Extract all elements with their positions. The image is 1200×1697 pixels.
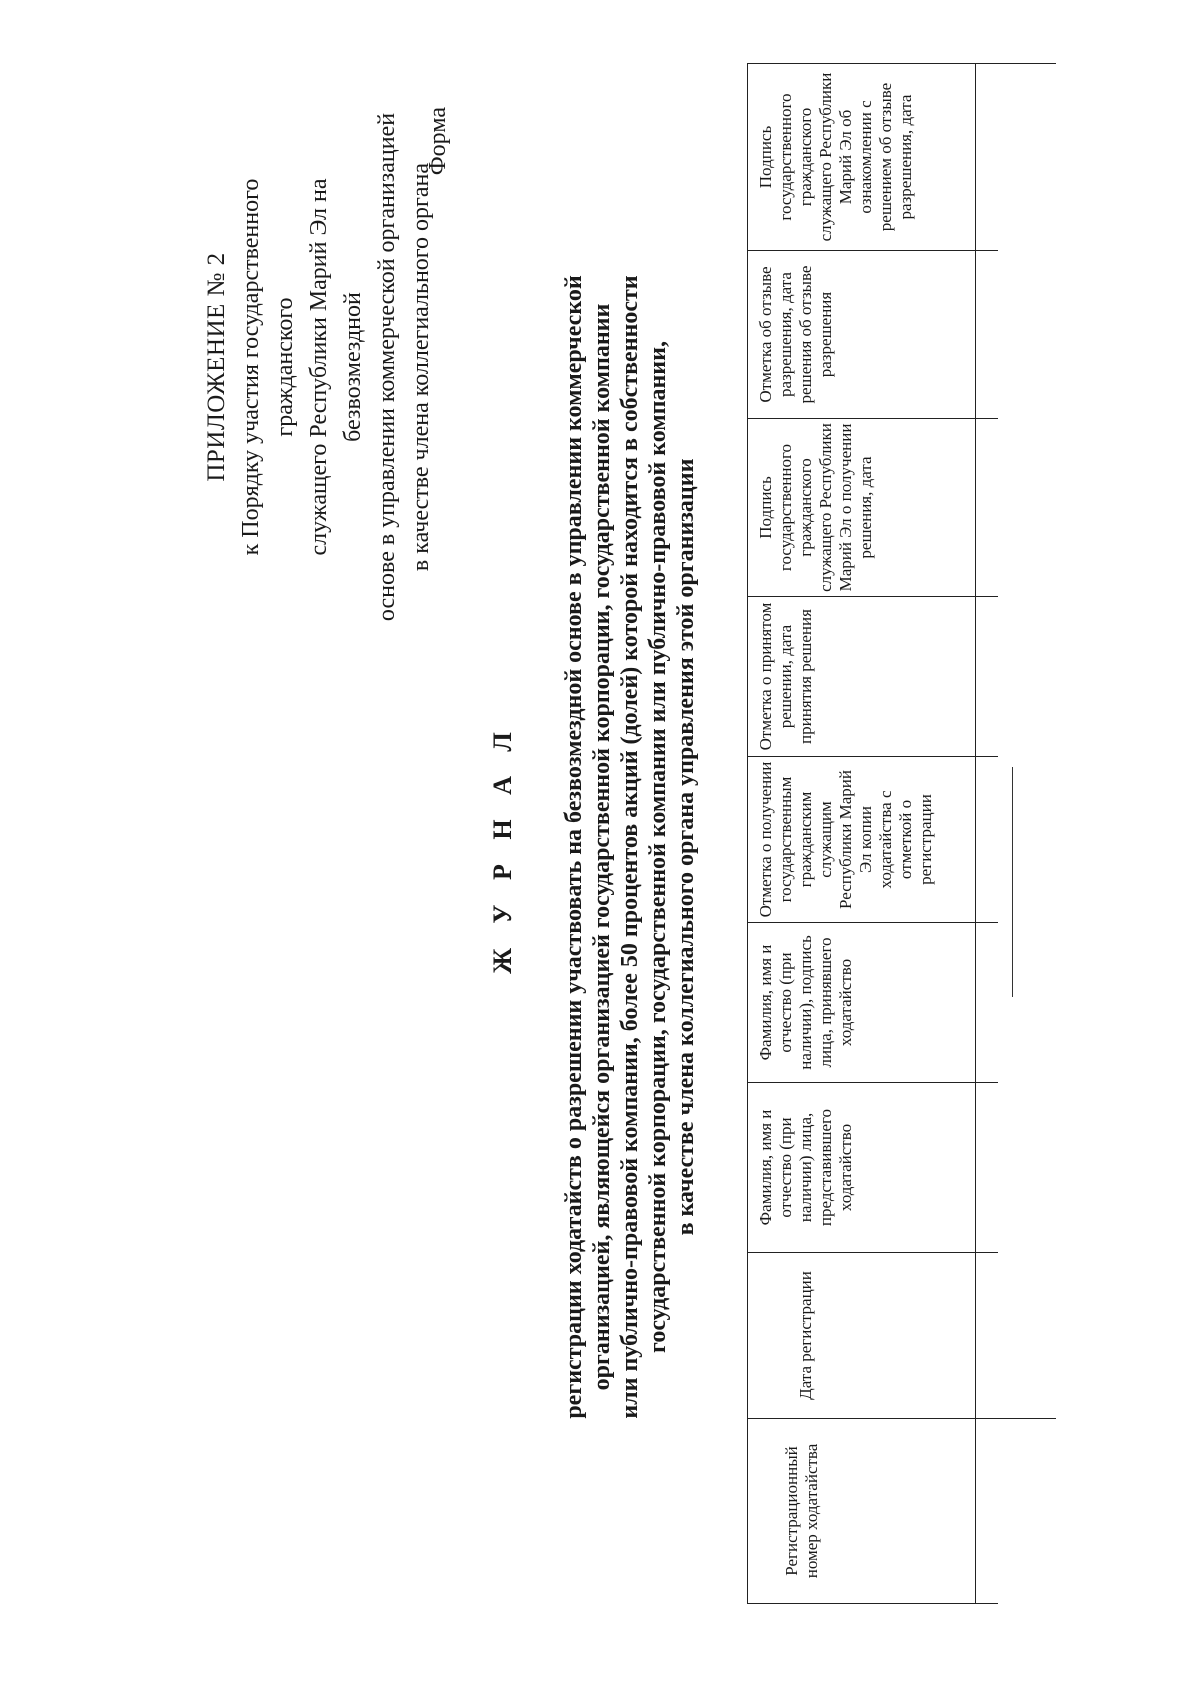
table-cell	[976, 419, 999, 597]
appendix-block	[200, 107, 438, 627]
header-applicant-name: Фамилия, имя и отчество (при наличии) лица, представившего ходатайство	[748, 1083, 976, 1253]
table-cell	[998, 64, 1056, 251]
appendix-line: основе в управлении коммерческой организацией	[374, 112, 400, 622]
table-cell	[976, 923, 999, 1083]
journal-title: Ж У Р Н А Л	[488, 723, 517, 974]
header-reg-date: Дата регистрации	[748, 1253, 976, 1419]
header-decision-mark: Отметка о принятом решении, дата принятия решения	[748, 597, 976, 757]
table-cell	[976, 1083, 999, 1253]
table-cell	[998, 419, 1056, 597]
table-cell	[976, 64, 999, 251]
header-reg-number: Регистрационный номер ходатайства	[748, 1419, 976, 1604]
table-cell	[976, 1253, 999, 1419]
appendix-line: к Порядку участия государственного гражданского	[238, 178, 298, 556]
header-copy-received: Отметка о получении государственным гражданским служащим Республики Марий Эл копии ходатайства с отметкой о регистрации	[748, 757, 976, 923]
header-revocation-signature: Подпись государственного гражданского служащего Республики Марий Эл об ознакомлении с решением об отзыве разрешения, дата	[748, 64, 976, 251]
table-row	[998, 64, 1056, 1604]
table-cell	[998, 597, 1056, 757]
journal-table	[747, 63, 1056, 1604]
appendix-line: в качестве члена коллегиального органа	[408, 162, 434, 572]
appendix-title: ПРИЛОЖЕНИЕ № 2	[203, 252, 230, 482]
header-receiver-name: Фамилия, имя и отчество (при наличии), подпись лица, принявшего ходатайство	[748, 923, 976, 1083]
table-cell	[998, 251, 1056, 419]
table-cell	[976, 1419, 999, 1604]
journal-subtitle-line: организацией, являющейся организацией государственной корпорации, государственной компании	[589, 303, 615, 1391]
table-cell	[976, 757, 999, 923]
table-cell	[976, 251, 999, 419]
table-header-row	[748, 64, 976, 1604]
footer-rule	[1012, 767, 1013, 997]
journal-table-wrap	[747, 64, 1056, 1604]
table-cell	[998, 1083, 1056, 1253]
table-cell	[998, 1253, 1056, 1419]
table-cell	[976, 597, 999, 757]
journal-subtitle-line: в качестве члена коллегиального органа управления этой организации	[673, 458, 699, 1236]
appendix-line: служащего Республики Марий Эл на безвозмездной	[306, 178, 366, 556]
header-decision-signature: Подпись государственного гражданского служащего Республики Марий Эл о получении решения, дата	[748, 419, 976, 597]
form-label: Форма	[425, 107, 451, 176]
table-cell	[998, 923, 1056, 1083]
table-cell	[998, 757, 1056, 923]
journal-subtitle-line: или публично-правовой компании, более 50 процентов акций (долей) которой находится в собственности	[617, 275, 643, 1419]
journal-subtitle	[560, 202, 700, 1492]
table-spacer-row	[976, 64, 999, 1604]
journal-subtitle-line: регистрации ходатайств о разрешении участвовать на безвозмездной основе в управлении коммерческой	[561, 275, 587, 1419]
header-revocation-mark: Отметка об отзыве разрешения, дата решения об отзыве разрешения	[748, 251, 976, 419]
table-cell	[998, 1419, 1056, 1604]
journal-subtitle-line: государственной корпорации, государственной компании или публично-правовой компании,	[645, 341, 671, 1353]
